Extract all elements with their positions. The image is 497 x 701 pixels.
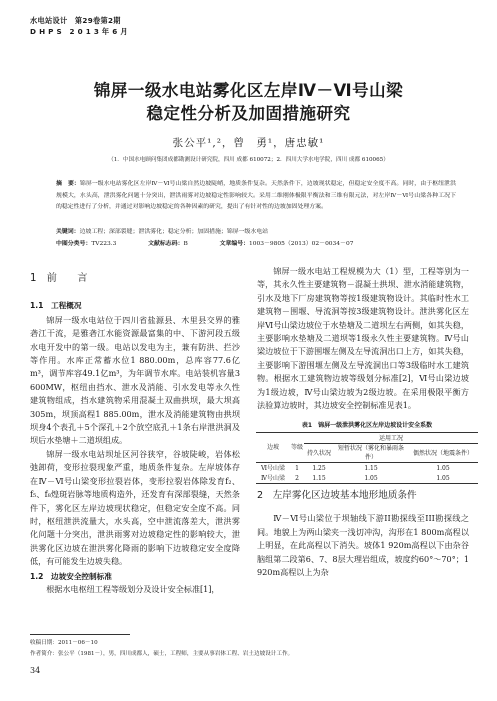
section-1-2-heading: 1.2 边坡安全控制标准 — [30, 571, 112, 581]
abstract-text: 锦屏一级水电站雾化区左岸Ⅳ－Ⅵ号山梁自然边坡陡峭，地质条件复杂。天然条件下，边坡现状稳定，但稳定安全度不高。同时，由于枢纽泄洪规模大，水头高，泄洪雾化问题十分突出，泄洪雨雾对边坡稳定性影响较大。采用二维刚体极限平衡法和三维有限元法，对左岸Ⅳ－Ⅵ号山梁各种工况下的稳定性进行了分析，并通过对影响边坡稳定的各种因素的研究，提出了有针对性的边坡加固处理方案。 — [56, 181, 457, 211]
section-2-para-1: Ⅳ－Ⅵ号山梁位于坝轴线下游II勘探线至III勘探线之间。地貌上为两山梁夹一浅切冲沟，沟形在1 800m高程以上明显，在此高程以下消失。坡体1 920m高程以下由杂谷脑组第二段第6、7、8层大理岩组成，坡度约60°～70°；1 920m高程以上为杂 — [257, 513, 469, 578]
section-1-1-para-1: 锦屏一级水电站位于四川省盐源县、木里县交界的雅砻江干流，是雅砻江水能资源最富集的中、下游河段五级水电开发中的第一级。电站以发电为主，兼有防洪、拦沙等作用。水库正常蓄水位1 880.00m，总库容77.6亿m³，调节库容49.1亿m³，为年调节水库。电站装机容量3 600MW，枢纽由挡水、泄水及消能、引水发电等永久性建筑物组成，挡水建筑物采用混凝土双曲拱坝，最大坝高305m，坝顶高程1 885.00m，泄水及消能建筑物由拱坝坝身4个表孔＋5个深孔＋2个放空底孔＋1条右岸泄洪洞及坝后水垫塘＋二道坝组成。 — [30, 314, 240, 446]
authors: 张公平¹,²，曾 勇¹，唐忠敏¹ — [172, 137, 325, 149]
table-header-group: 运用工况 — [304, 433, 478, 444]
table-1 — [256, 420, 478, 484]
table-bottom-rule — [256, 483, 478, 484]
right-para-1: 锦屏一级水电站工程规模为大（1）型，工程等别为一等，其永久性主要建筑物－混凝土拱坝、泄水消能建筑物，引水及地下厂房建筑物等按1级建筑物设计。其临时性水工建筑物－围堰、导流洞等按3级建筑物设计。泄洪雾化区左岸Ⅵ号山梁边坡位于水垫塘及二道坝左右两侧，如其失稳，主要影响水垫塘及二道坝等1级永久性主要建筑物。Ⅳ号山梁边坡位于下游围堰左侧及左导流洞出口上方，如其失稳，主要影响下游围堰左侧及左导流洞出口等3级临时水工建筑物。根据水工建筑物边坡等级划分标准[2]，Ⅵ号山梁边坡为1级边坡，Ⅳ号山梁边坡为2级边坡。在采用极限平衡方法验算边坡时，其边坡安全控制标准见表1。 — [257, 266, 469, 411]
section-2 — [257, 489, 469, 579]
section-1-heading: 1 前 言 — [30, 273, 88, 284]
footnote-rule — [30, 634, 130, 635]
table-1-caption: 表1 锦屏一级泄洪雾化区左岸边坡设计安全系数 — [301, 422, 433, 429]
footnote-received: 收稿日期：2011－06－10 — [30, 640, 98, 646]
table-row-2-accident: 1.05 — [436, 474, 450, 482]
footnote-author: 作者简介：张公平（1981－），男，四川成都人，硕士，工程师，主要从事岩体工程、岩土边坡设计工作。 — [30, 651, 294, 657]
table-row-2-grade: 2 — [295, 474, 299, 482]
table-row-1-grade: 1 — [295, 464, 299, 472]
affiliation: （1．中国水电顾问集团成都勘测设计研究院，四川 成都 610072；2．四川大学水电学院，四川 成都 610065） — [108, 157, 389, 163]
page-number: 34 — [30, 666, 41, 675]
section-2-heading: 2 左岸雾化区边坡基本地形地质条件 — [257, 490, 417, 501]
keywords-label: 关键词： — [56, 228, 80, 235]
clc-label: 中图分类号： — [56, 240, 92, 247]
table-row-1-persist: 1.25 — [312, 464, 326, 472]
table-row-1-accident: 1.05 — [436, 464, 450, 472]
doc-code-value: B — [183, 241, 188, 247]
classification — [56, 238, 353, 247]
abstract — [56, 178, 456, 214]
issue-header: D H P S 2 0 1 3 年 6 月 — [30, 27, 128, 36]
abstract-label: 摘 要： — [56, 180, 80, 187]
journal-header: 水电站设计 第29卷第2期 — [30, 16, 121, 25]
right-column — [257, 265, 469, 412]
section-1-1-heading: 1.1 工程概况 — [30, 301, 82, 311]
section-1-1-para-2: 锦屏一级水电站坝址区河谷狭窄，谷坡陡峻，岩体松弛卸荷，变形拉裂现象严重，地质条件复杂。左岸坡体存在Ⅳ－Ⅵ号山梁变形拉裂岩体，变形拉裂岩体除发育f₂、f₅、f₈煌斑岩脉等地质构造外，还发育有深部裂缝，天然条件下，雾化区左岸边坡现状稳定，但稳定安全度不高。同时，枢纽泄洪流量大，水头高，空中泄流落差大，泄洪雾化问题十分突出，泄洪雨雾对边坡稳定性的影响较大，泄洪雾化区边坡在泄洪雾化降雨的影响下边坡稳定安全度降低，有可能发生边坡失稳。 — [30, 448, 240, 567]
keywords-text: 边坡工程；深部裂缝；泄洪雾化；稳定分析；加固措施；锦屏一级水电站 — [79, 229, 269, 235]
table-header-short: 短暂状况（雾化和暴雨条件） — [337, 445, 404, 461]
table-row-1-slope: Ⅵ号山梁 — [260, 464, 286, 472]
left-column — [30, 272, 240, 596]
article-no-label: 文章编号： — [219, 240, 250, 247]
clc-value: TV223.3 — [91, 241, 117, 247]
table-header-slope: 边坡 — [266, 444, 279, 451]
table-row-2-short: 1.05 — [364, 474, 378, 482]
table-row-2-persist: 1.15 — [312, 474, 326, 482]
doc-code-label: 文献标志码： — [148, 240, 184, 247]
title-line-2: 稳定性分析及加固措施研究 — [146, 104, 351, 123]
table-header-persist: 持久状况 — [306, 449, 331, 457]
title-line-1: 锦屏一级水电站雾化区左岸Ⅳ－Ⅵ号山梁 — [93, 81, 404, 100]
article-no-value: 1003－9805（2013）02－0034－07 — [249, 241, 354, 247]
table-header-grade: 等级 — [290, 443, 303, 451]
table-row-1-short: 1.15 — [364, 464, 378, 472]
section-1-2-para-1: 根据水电枢纽工程等级划分及设计安全标准[1]， — [46, 583, 220, 594]
keywords — [56, 226, 268, 235]
table-1-grid — [256, 433, 478, 483]
table-row-2-slope: Ⅳ号山梁 — [261, 474, 285, 482]
table-header-accident: 偶然状况（地震条件） — [412, 449, 473, 457]
